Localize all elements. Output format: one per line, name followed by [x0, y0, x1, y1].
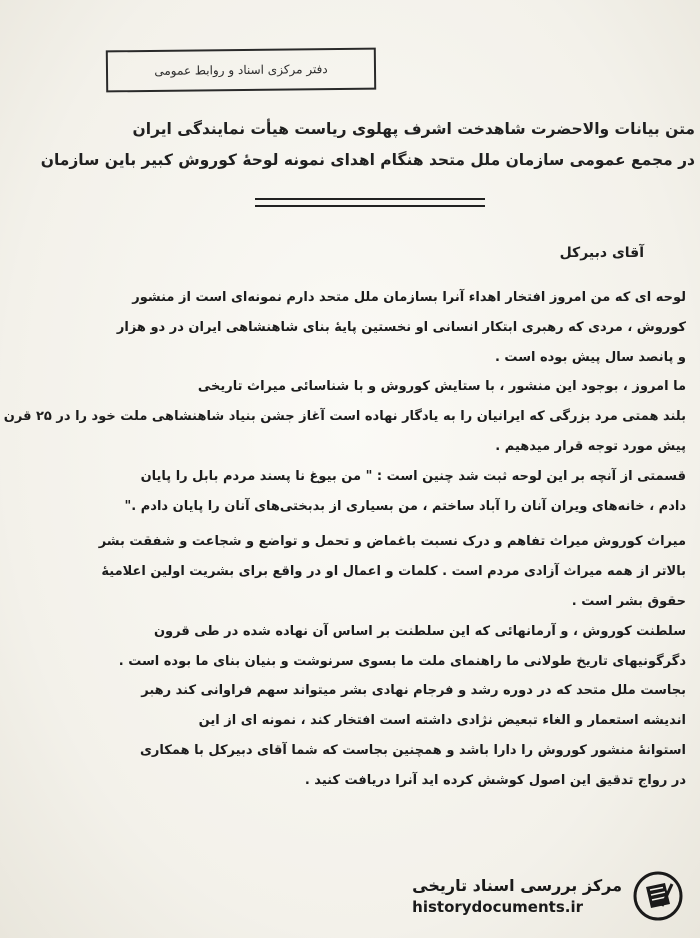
watermark-name: مرکز بررسی اسناد تاریخی — [412, 876, 622, 895]
body-line: دگرگونیهای تاریخ طولانی ما راهنمای ملت ما بسوی سرنوشت و بنیان بنای ما بوده است . — [118, 653, 686, 669]
body-line: پیش مورد توجه قرار میدهیم . — [495, 438, 686, 454]
watermark-site[interactable]: historydocuments.ir — [412, 898, 583, 916]
body-line: لوحه ای که من امروز افتخار اهداء آنرا بسازمان ملل متحد دارم نمونه‌ای است از منشور — [132, 290, 686, 305]
body-line: بالاتر از همه میراث آزادی مردم است . کلمات و اعمال او در واقع برای بشریت اولین اعلامیهٔ — [101, 564, 686, 580]
document-archive-logo-icon — [632, 870, 684, 922]
body-line: اندیشه استعمار و الغاء تبعیض نژادی داشته است افتخار کند ، نمونه ای از این — [198, 713, 686, 729]
body-line: استوانهٔ منشور کوروش را دارا باشد و همچنین بجاست که شما آقای دبیرکل با همکاری — [140, 742, 686, 758]
body-line: کوروش ، مردی که رهبری ابتکار انسانی او نخستین پایهٔ بنای شاهنشاهی ایران در دو هزار — [116, 319, 686, 335]
speech-body — [3, 283, 686, 796]
addressee-salutation: آقای دبیرکل — [559, 245, 644, 261]
stamp-text: دفتر مرکزی اسناد و روابط عمومی — [154, 62, 328, 78]
body-line: دادم ، خانه‌های ویران آنان را آباد ساختم ، من بسیاری از بدبختی‌های آنان را پایان دادم ." — [124, 498, 686, 514]
department-stamp — [106, 48, 376, 93]
archive-watermark — [412, 866, 686, 926]
double-rule-bottom — [255, 205, 485, 207]
body-line: سلطنت کوروش ، و آرمانهائی که این سلطنت بر اساس آن نهاده شده در طی قرون — [153, 623, 686, 639]
double-rule-top — [255, 198, 485, 200]
body-line: ما امروز ، بوجود این منشور ، با ستایش کوروش و با شناسائی میراث تاریخی — [197, 379, 686, 395]
body-line: در رواج تدقیق این اصول کوشش کرده اید آنرا دریافت کنید . — [304, 772, 686, 788]
body-line: حقوق بشر است . — [571, 593, 686, 609]
body-line: میراث کوروش میراث تفاهم و درک نسبت باغماض و تحمل و تواضع و شجاعت و شفقت بشر — [98, 534, 686, 550]
heading-line: در مجمع عمومی سازمان ملل متحد هنگام اهدای نمونه لوحهٔ کوروش کبیر باین سازمان — [40, 151, 695, 169]
body-line: و پانصد سال پیش بوده است . — [494, 349, 686, 365]
document-heading — [40, 114, 695, 176]
body-line: بجاست ملل متحد که در دوره رشد و فرجام نهادی بشر میتواند سهم فراوانی کند رهبر — [141, 683, 686, 699]
heading-line: متن بیانات والاحضرت شاهدخت اشرف پهلوی ریاست هیأت نمایندگی ایران — [132, 120, 695, 138]
body-line: قسمتی از آنچه بر این لوحه ثبت شد چنین است : " من بیوغ نا پسند مردم بابل را پایان — [140, 468, 686, 484]
body-line: بلند همتی مرد بزرگی که ایرانیان را به یادگار نهاده است آغاز جشن بنیاد شاهنشاهی ملت خود را در ۲۵ قرن — [3, 409, 686, 425]
